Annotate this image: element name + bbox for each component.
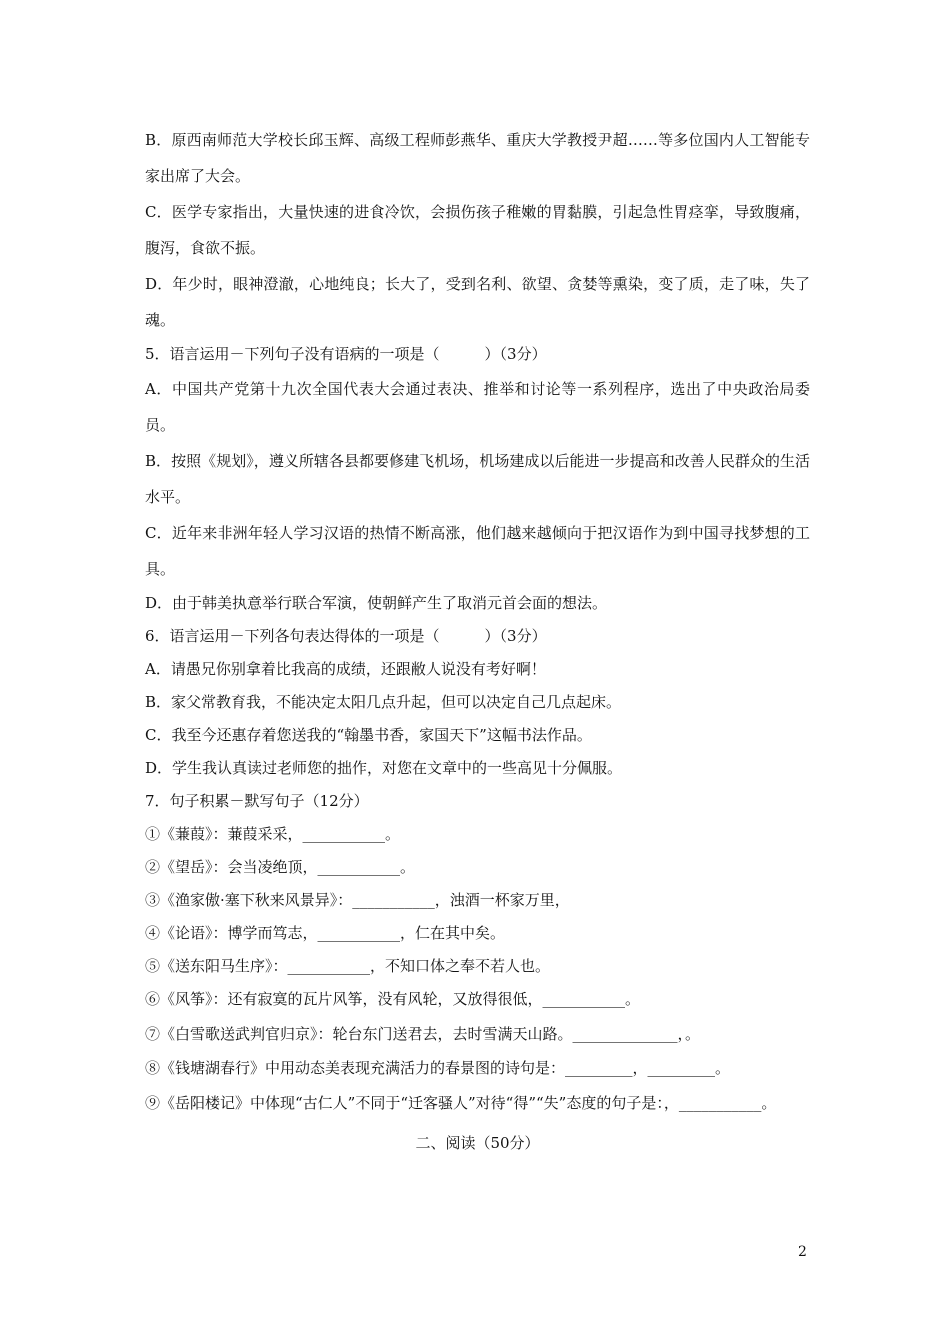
q7-item-5: ⑤《送东阳马生序》：___________，不知口体之奉不若人也。	[145, 957, 551, 975]
q5-option-d: D．由于韩美执意举行联合军演，使朝鲜产生了取消元首会面的想法。	[145, 594, 608, 612]
q7-item-9: ⑨《岳阳楼记》中体现“古仁人”不同于“迁客骚人”对待“得”“失”态度的句子是：，___________。	[145, 1094, 777, 1112]
q6-option-c: C．我至今还惠存着您送我的“翰墨书香，家国天下”这幅书法作品。	[145, 726, 592, 744]
question-5: 5．语言运用－下列句子没有语病的一项是（ ）（3分）	[145, 345, 547, 363]
q7-item-8: ⑧《钱塘湖春行》中用动态美表现充满活力的春景图的诗句是：_________，_________。	[145, 1059, 731, 1077]
option-d-line: D．年少时，眼神澄澈，心地纯良；长大了，受到名利、欲望、贪婪等熏染，变了质，走了味，失了魂。	[145, 275, 810, 329]
q7-item-3: ③《渔家傲·塞下秋来风景异》：___________，浊酒一杯家万里，	[145, 891, 570, 909]
q5-option-a: A．中国共产党第十九次全国代表大会通过表决、推举和讨论等一系列程序，选出了中央政治局委员。	[145, 380, 810, 434]
q7-item-4: ④《论语》：博学而笃志，___________，仁在其中矣。	[145, 924, 506, 942]
q6-option-d: D．学生我认真读过老师您的拙作，对您在文章中的一些高见十分佩服。	[145, 759, 623, 777]
q6-option-a: A．请愚兄你别拿着比我高的成绩，还跟敝人说没有考好啊！	[145, 660, 546, 678]
section-heading: 二、阅读（50分）	[415, 1134, 540, 1152]
q6-option-b: B．家父常教育我，不能决定太阳几点升起，但可以决定自己几点起床。	[145, 693, 622, 711]
option-b-line: B．原西南师范大学校长邱玉辉、高级工程师彭燕华、重庆大学教授尹超……等多位国内人工智能专家出席了大会。	[145, 131, 810, 185]
q7-item-1: ①《蒹葭》：蒹葭采采，___________。	[145, 825, 401, 843]
q7-item-7: ⑦《白雪歌送武判官归京》：轮台东门送君去，去时雪满天山路。______________，。	[145, 1025, 701, 1043]
page-content	[145, 122, 810, 1160]
question-7: 7．句子积累－默写句子（12分）	[145, 792, 369, 810]
q7-item-6: ⑥《风筝》：还有寂寞的瓦片风筝，没有风轮，又放得很低，___________。	[145, 990, 641, 1008]
option-c-line: C．医学专家指出，大量快速的进食冷饮，会损伤孩子稚嫩的胃黏膜，引起急性胃痉挛，导致腹痛，腹泻，食欲不振。	[145, 203, 810, 257]
q7-item-2: ②《望岳》：会当凌绝顶，___________。	[145, 858, 416, 876]
page-number: 2	[798, 1244, 807, 1260]
q5-option-c: C．近年来非洲年轻人学习汉语的热情不断高涨，他们越来越倾向于把汉语作为到中国寻找梦想的工具。	[145, 524, 810, 578]
q5-option-b: B．按照《规划》，遵义所辖各县都要修建飞机场，机场建成以后能进一步提高和改善人民群众的生活水平。	[145, 452, 810, 506]
question-6: 6．语言运用－下列各句表达得体的一项是（ ）（3分）	[145, 627, 547, 645]
